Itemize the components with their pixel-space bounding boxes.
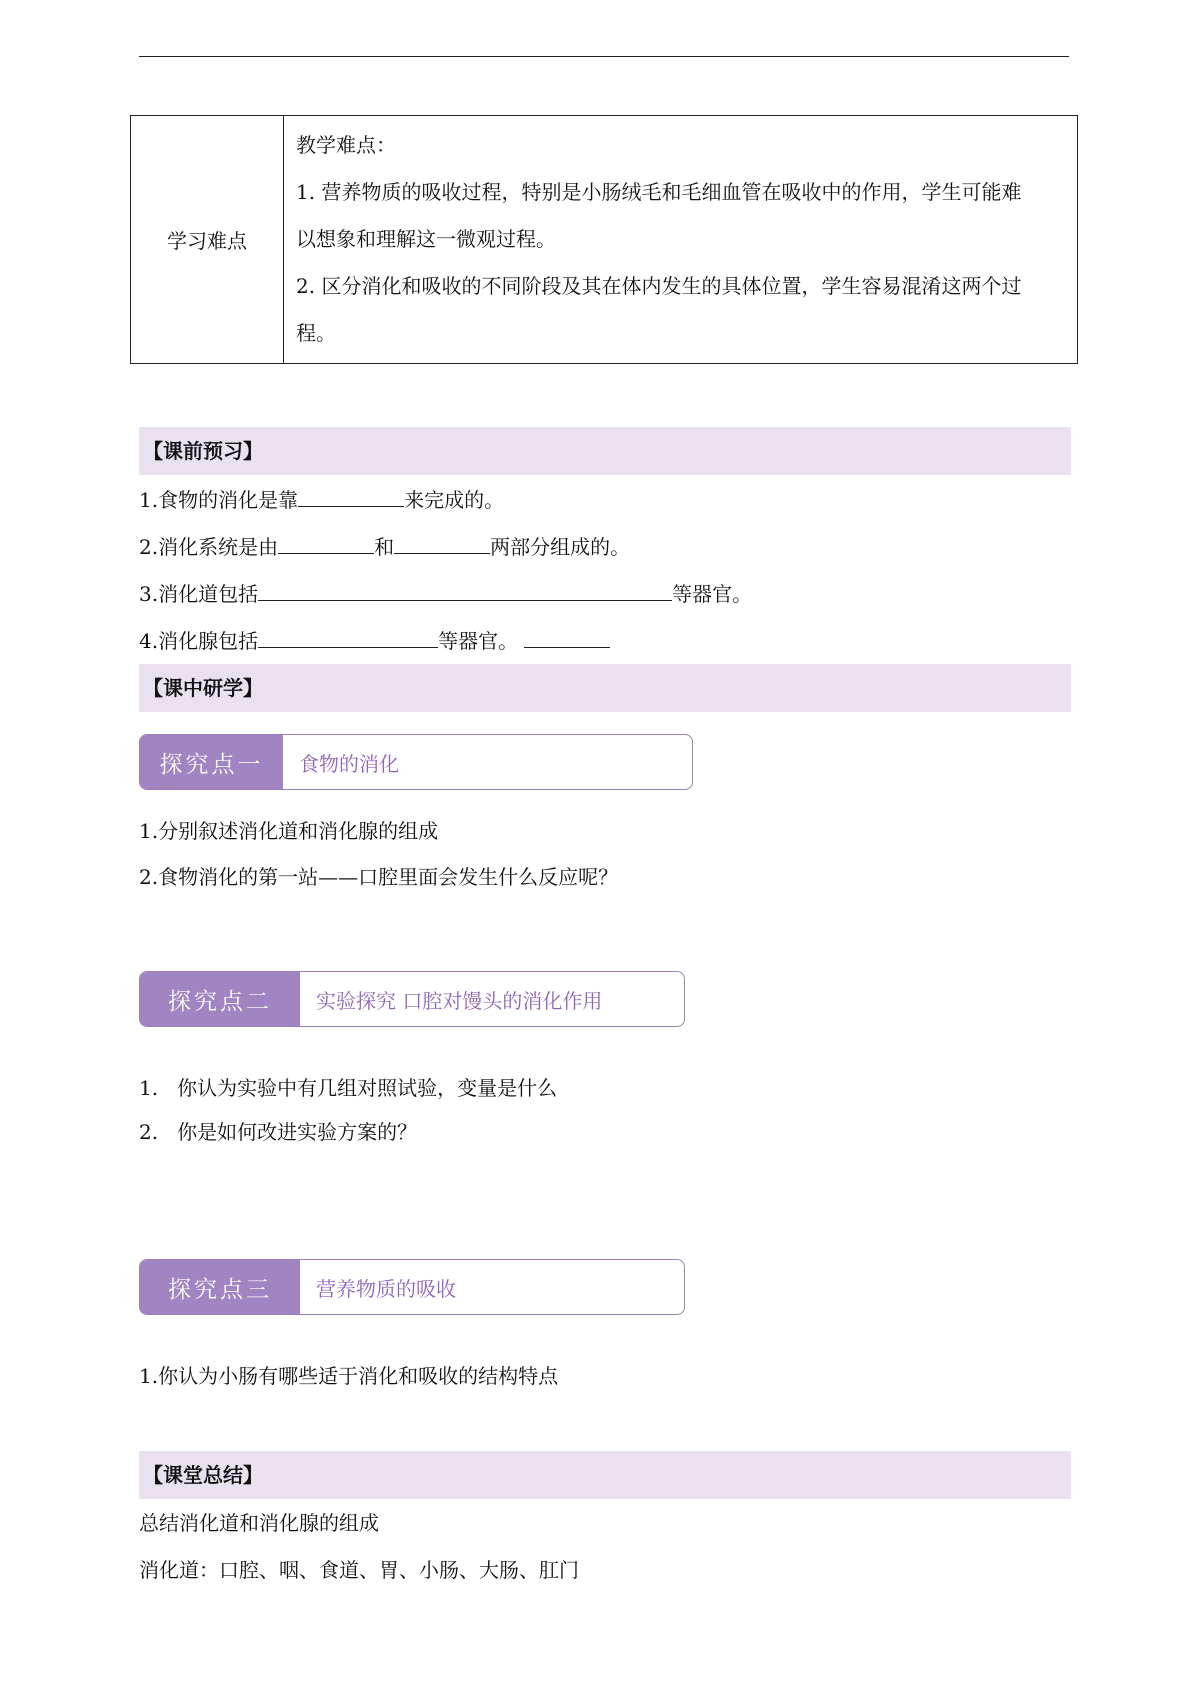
question-line: 2.食物消化的第一站——口腔里面会发生什么反应呢？ — [139, 865, 619, 889]
question-line: 2. 你是如何改进实验方案的？ — [139, 1120, 418, 1144]
summary-line: 消化道：口腔、咽、食道、胃、小肠、大肠、肛门 — [139, 1558, 579, 1582]
section-summary — [139, 1451, 1071, 1499]
section-heading: 【课堂总结】 — [143, 1463, 263, 1487]
question-line: 1. 你认为实验中有几组对照试验，变量是什么 — [139, 1076, 558, 1100]
explore-tag: 探究点一 — [140, 735, 283, 789]
question-line: 1.你认为小肠有哪些适于消化和吸收的结构特点 — [139, 1364, 559, 1388]
question-line: 1.分别叙述消化道和消化腺的组成 — [139, 819, 439, 843]
explore-title: 营养物质的吸收 — [316, 1276, 456, 1301]
section-inclass — [139, 664, 1071, 712]
summary-line: 总结消化道和消化腺的组成 — [139, 1511, 379, 1535]
difficulty-table — [130, 115, 1078, 364]
explore-title: 实验探究 口腔对馒头的消化作用 — [316, 988, 603, 1013]
section-preview — [139, 427, 1071, 475]
fill-blank[interactable] — [524, 627, 610, 648]
difficulty-content — [284, 116, 1078, 364]
explore-point-2 — [139, 971, 685, 1027]
section-heading: 【课中研学】 — [143, 676, 263, 700]
fill-blank[interactable] — [258, 580, 672, 601]
section-heading: 【课前预习】 — [143, 439, 263, 463]
difficulty-line: 教学难点： — [296, 133, 396, 157]
explore-title: 食物的消化 — [299, 751, 399, 776]
fill-blank[interactable] — [258, 627, 438, 648]
fill-blank[interactable] — [298, 486, 404, 507]
preview-question-2: 2.消化系统是由 和 两部分组成的。 — [139, 535, 631, 559]
difficulty-line: 以想象和理解这一微观过程。 — [296, 227, 556, 251]
explore-tag: 探究点二 — [140, 972, 300, 1026]
header-rule — [139, 56, 1069, 57]
fill-blank[interactable] — [394, 533, 490, 554]
preview-question-4: 4.消化腺包括 等器官。 — [139, 627, 610, 655]
difficulty-line: 程。 — [296, 321, 336, 345]
difficulty-label: 学习难点 — [131, 116, 284, 364]
difficulty-line: 2. 区分消化和吸收的不同阶段及其在体内发生的具体位置，学生容易混淆这两个过 — [296, 274, 1022, 298]
explore-tag: 探究点三 — [140, 1260, 300, 1314]
preview-question-3: 3.消化道包括 等器官。 — [139, 582, 753, 606]
explore-point-3 — [139, 1259, 685, 1315]
explore-point-1 — [139, 734, 693, 790]
difficulty-line: 1. 营养物质的吸收过程，特别是小肠绒毛和毛细血管在吸收中的作用，学生可能难 — [296, 180, 1022, 204]
fill-blank[interactable] — [278, 533, 374, 554]
preview-question-1: 1.食物的消化是靠 来完成的。 — [139, 488, 505, 512]
